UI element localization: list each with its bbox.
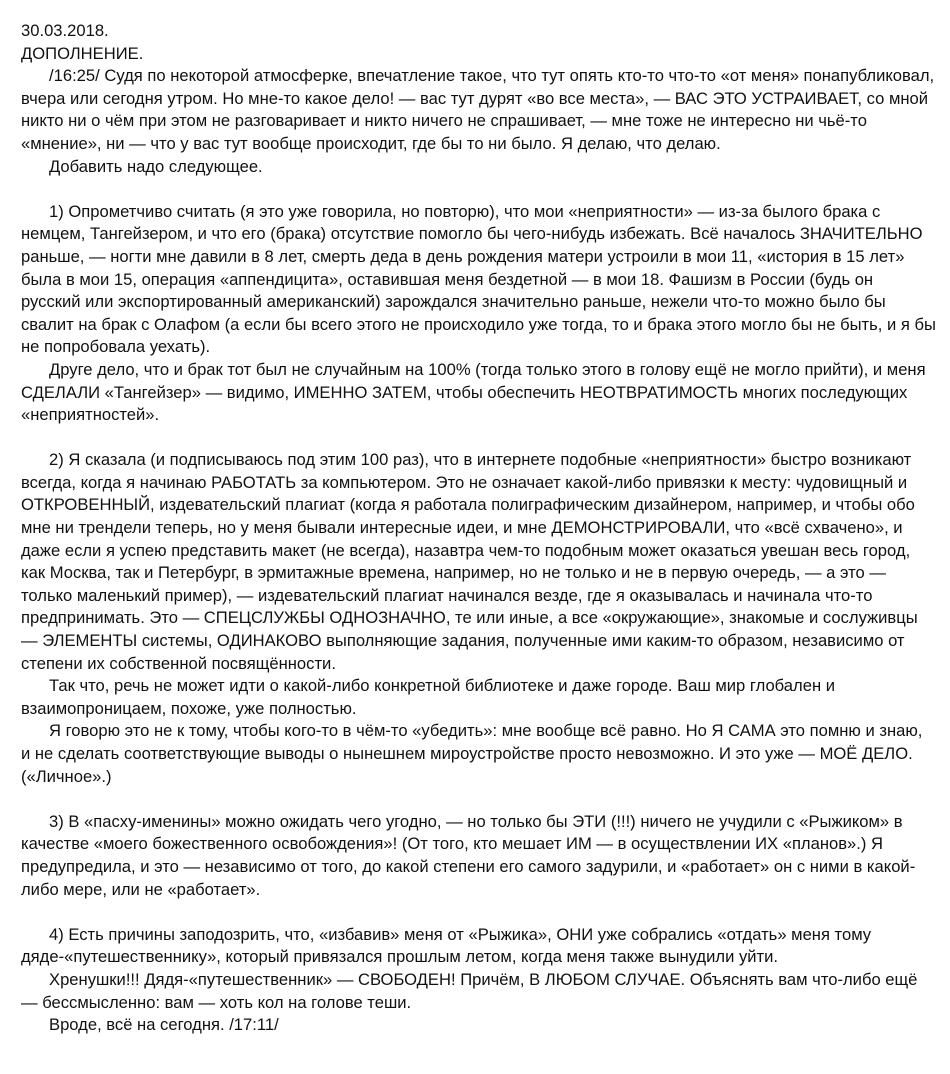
paragraph-point-1: 1) Опрометчиво считать (я это уже говорила, но повторю), что мои «неприятности» — из-за былого брака с немцем, Тангейзером, и что его (брака) отсутствие помогло бы чего-нибудь избежать. Всё началось ЗНАЧИТЕЛЬНО раньше, — ногти мне давили в 8 лет, смерть деда в день рождения матери устроили в мои 11, «история в 15 лет» была в мои 15, операция «аппендицита», оставившая меня бездетной — в мои 18. Фашизм в России (будь он русский или экспортированный американский) зарождался значительно раньше, нежели что-то можно было бы свалит на брак с Олафом (а если бы всего этого не происходило уже тогда, то и брака этого могло бы не быть, и я бы не попробовала уехать). xyxy=(21,201,936,357)
paragraph-point-4: 4) Есть причины заподозрить, что, «избавив» меня от «Рыжика», ОНИ уже собрались «отдать» меня тому дяде-«путешественнику», который привязался прошлым летом, когда меня также вынудили уйти. xyxy=(21,924,872,967)
document-heading: ДОПОЛНЕНИЕ. xyxy=(21,43,144,63)
paragraph-point-2: 2) Я сказала (и подписываюсь под этим 100 раз), что в интернете подобные «неприятности» быстро возникают всегда, когда я начинаю РАБОТАТЬ за компьютером. Это не означает какой-либо привязки к месту: чудовищный и ОТКРОВЕННЫЙ, издевательский плагиат (когда я работала полиграфическим дизайнером, например, и чтобы обо мне ни трендели теперь, но у меня бывали интересные идеи, и мне ДЕМОНСТРИРОВАЛИ, что «всё схвачено», и даже если я успею представить макет (не всегда), назавтра чем-то подобным может оказаться увешан весь город, как Москва, так и Петербург, в эрмитажные времена, например, но не только и не в первую очередь, — а это — только маленький пример), — издевательский плагиат начинался везде, где я оказывалась и начинала что-то предпринимать. Это — СПЕЦСЛУЖБЫ ОДНОЗНАЧНО, те или иные, а все «окружающие», знакомые и сослуживцы — ЭЛЕМЕНТЫ системы, ОДИНАКОВО выполняющие задания, полученные ими каким-то образом, независимо от степени их собственной посвящённости. xyxy=(21,450,918,673)
paragraph-point-2-continued: Так что, речь не может идти о какой-либо конкретной библиотеке и даже городе. Ваш мир глобален и взаимопроницаем, похоже, уже полностью. xyxy=(21,676,835,718)
paragraph-point-1-continued: Друге дело, что и брак тот был не случайным на 100% (тогда только этого в голову ещё не могло прийти), и меня СДЕЛАЛИ «Тангейзер» — видимо, ИМЕННО ЗАТЕМ, чтобы обеспечить НЕОТВРАТИМОСТЬ многих последующих «неприятностей». xyxy=(21,359,926,425)
paragraph-spacer xyxy=(21,178,936,201)
paragraph-point-3: 3) В «пасху-именины» можно ожидать чего угодно, — но только бы ЭТИ (!!!) ничего не учудили с «Рыжиком» в качестве «моего божественного освобождения»! (От того, кто мешает ИМ — в осуществлении ИХ «планов».) Я предупредила, и это — независимо от того, до какой степени его самого задурили, и «работает» он с ними в какой-либо мере, или не «работает». xyxy=(21,811,916,899)
paragraph-point-4-continued: Хренушки!!! Дядя-«путешественник» — СВОБОДЕН! Причём, В ЛЮБОМ СЛУЧАЕ. Объяснять вам что-либо ещё — бессмысленно: вам — хоть кол на голове теши. xyxy=(21,969,918,1012)
paragraph-spacer xyxy=(21,788,936,811)
paragraph-closing: Вроде, всё на сегодня. /17:11/ xyxy=(49,1015,279,1035)
document-body xyxy=(21,20,936,1037)
paragraph-intro: /16:25/ Судя по некоторой атмосферке, впечатление такое, что тут опять кто-то что-то «от меня» понапубликовал, вчера или сегодня утром. Но мне-то какое дело! — вас тут дурят «во все места», — ВАС ЭТО УСТРАИВАЕТ, со мной никто ни о чём при этом не разговаривает и никто ничего не спрашивает, — мне тоже не интересно ни чьё-то «мнение», ни — что у вас тут вообще происходит, где бы то ни было. Я делаю, что делаю. xyxy=(21,66,935,153)
paragraph-spacer xyxy=(21,901,936,924)
paragraph-add-note: Добавить надо следующее. xyxy=(49,156,263,176)
paragraph-spacer xyxy=(21,427,936,450)
paragraph-point-2-conclusion: Я говорю это не к тому, чтобы кого-то в чём-то «убедить»: мне вообще всё равно. Но Я САМА это помню и знаю, и не сделать соответствующие выводы о нынешнем мироустройстве просто невозможно. И это уже — МОЁ ДЕЛО. («Личное».) xyxy=(21,721,923,786)
document-date: 30.03.2018. xyxy=(21,21,109,40)
